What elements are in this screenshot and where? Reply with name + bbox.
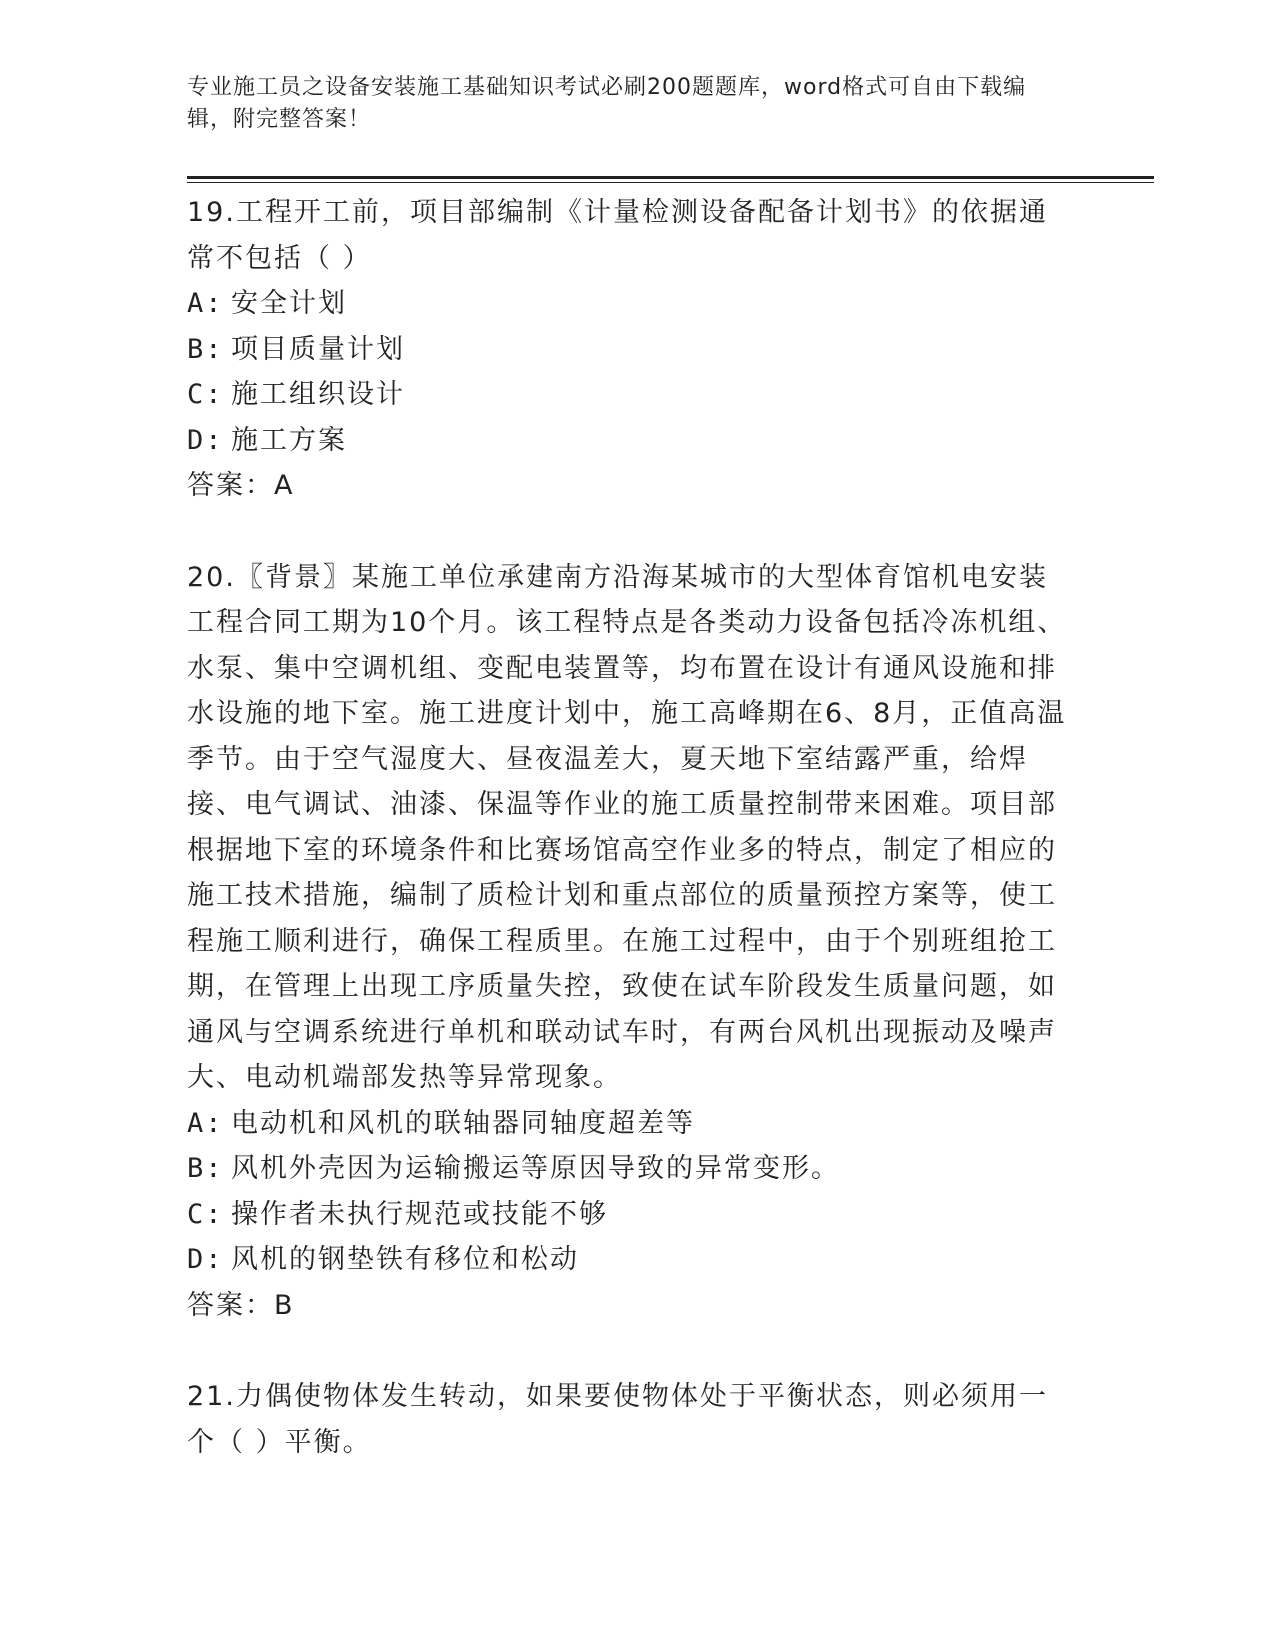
- option-text: 操作者未执行规范或技能不够: [231, 1198, 608, 1230]
- option-text: 风机的钢垫铁有移位和松动: [231, 1244, 579, 1275]
- option-a: [187, 281, 1087, 327]
- option-c: [187, 1192, 1087, 1238]
- answer-line: 答案：A: [187, 470, 295, 501]
- answer-line: 答案：B: [187, 1289, 295, 1321]
- spacer: [187, 1328, 1087, 1374]
- spacer: [187, 509, 1087, 555]
- option-d: [187, 418, 1087, 464]
- question-20: [187, 555, 1087, 1329]
- option-text: 电动机和风机的联轴器同轴度超差等: [231, 1107, 695, 1139]
- option-letter: B:: [187, 333, 224, 365]
- questions-content: [187, 190, 1087, 1465]
- header-divider-thin: [187, 182, 1154, 183]
- option-text: 安全计划: [231, 288, 347, 319]
- option-letter: D:: [187, 424, 224, 456]
- option-a: [187, 1101, 1087, 1147]
- question-text: 21.力偶使物体发生转动，如果要使物体处于平衡状态，则必须用一个（ ）平衡。: [187, 1381, 1048, 1458]
- option-letter: A:: [187, 288, 224, 319]
- option-letter: C:: [187, 379, 224, 410]
- question-text: 20.〖背景〗某施工单位承建南方沿海某城市的大型体育馆机电安装工程合同工期为10个月。该工程特点是各类动力设备包括冷冻机组、水泵、集中空调机组、变配电装置等，均布置在设计有通风设施和排水设施的地下室。施工进度计划中，施工高峰期在6、8月，正值高温季节。由于空气湿度大、昼夜温差大，夏天地下室结露严重，给焊接、电气调试、油漆、保温等作业的施工质量控制带来困难。项目部根据地下室的环境条件和比赛场馆高空作业多的特点，制定了相应的施工技术措施，编制了质检计划和重点部位的质量预控方案等，使工程施工顺利进行，确保工程质里。在施工过程中，由于个别班组抢工期，在管理上出现工序质量失控，致使在试车阶段发生质量问题，如通风与空调系统进行单机和联动试车时，有两台风机出现振动及噪声大、电动机端部发热等异常现象。: [187, 561, 1067, 1093]
- question-text: 19.工程开工前，项目部编制《计量检测设备配备计划书》的依据通常不包括（ ）: [187, 197, 1048, 274]
- question-19: [187, 190, 1087, 509]
- option-text: 施工方案: [231, 424, 347, 456]
- option-letter: D:: [187, 1244, 224, 1275]
- option-c: [187, 372, 1087, 418]
- document-header: 专业施工员之设备安装施工基础知识考试必刷200题题库，word格式可自由下载编辑，附完整答案！: [187, 75, 1027, 132]
- option-text: 施工组织设计: [231, 379, 405, 410]
- option-letter: A:: [187, 1107, 224, 1139]
- header-divider-thick: [187, 176, 1154, 179]
- option-b: [187, 327, 1087, 373]
- option-letter: B:: [187, 1153, 224, 1184]
- option-text: 项目质量计划: [231, 333, 405, 365]
- question-21: [187, 1374, 1087, 1465]
- option-b: [187, 1146, 1087, 1192]
- option-letter: C:: [187, 1198, 224, 1230]
- option-text: 风机外壳因为运输搬运等原因导致的异常变形。: [231, 1153, 840, 1184]
- option-d: [187, 1237, 1087, 1283]
